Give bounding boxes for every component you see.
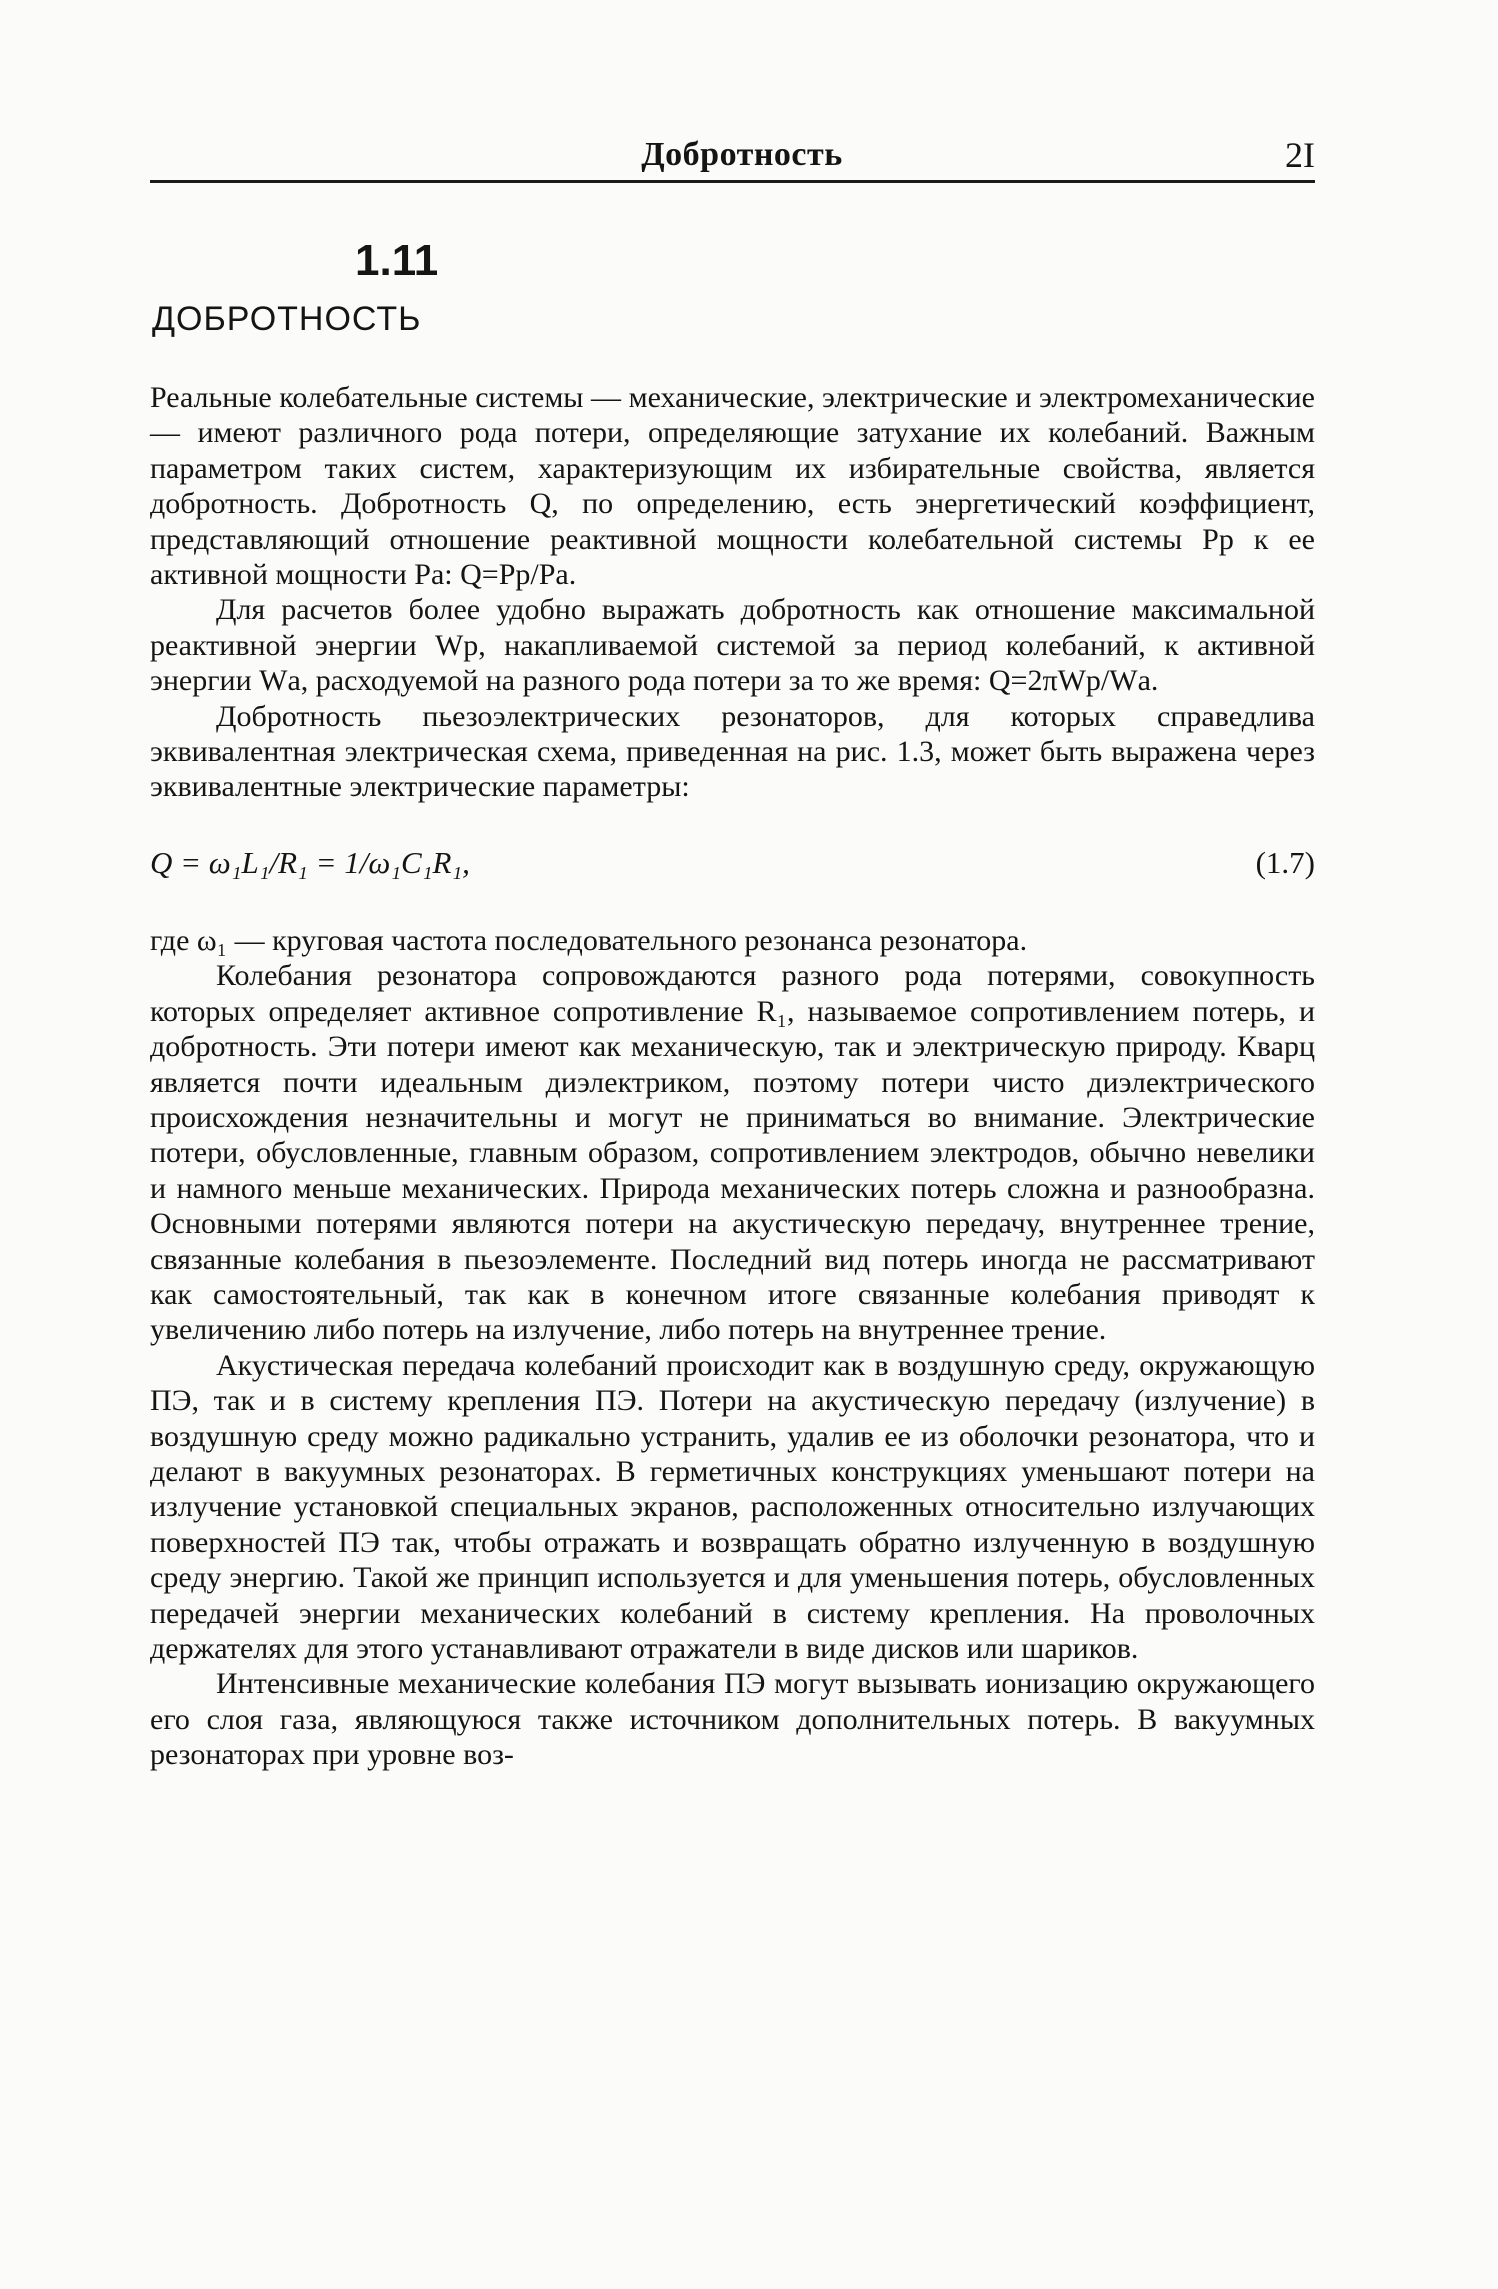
page-header	[150, 128, 1315, 183]
formula-expression: Q = ω₁L₁/R₁ = 1/ω₁C₁R₁,	[150, 844, 470, 880]
paragraph-5: Колебания резонатора сопровождаются разного рода потерями, совокупность которых определяет активное сопротивление R₁, называемое сопротивлением потерь, и добротность. Эти потери имеют как механическую, так и электрическую природу. Кварц является почти идеальным диэлектриком, поэтому потери чисто диэлектрического происхождения незначительны и могут не приниматься во внимание. Электрические потери, обусловленные, главным образом, сопротивлением электродов, обычно невелики и намного меньше механических. Природа механических потерь сложна и разнообразна. Основными потерями являются потери на акустическую передачу, внутреннее трение, связанные колебания в пьезоэлементе. Последний вид потерь иногда не рассматривают как самостоятельный, так как в конечном итоге связанные колебания приводят к увеличению либо потерь на излучение, либо потерь на внутреннее трение.	[150, 959, 1315, 1347]
formula-number: (1.7)	[1255, 844, 1315, 880]
formula-block	[150, 827, 1315, 903]
paragraph-3: Добротность пьезоэлектрических резонаторов, для которых справедлива эквивалентная электрическая схема, приведенная на рис. 1.3, может быть выражена через эквивалентные электрические параметры:	[150, 699, 1315, 804]
paragraph-7: Интенсивные механические колебания ПЭ могут вызывать ионизацию окружающего его слоя газа, являющуюся также источником дополнительных потерь. В вакуумных резонаторах при уровне воз-	[150, 1667, 1315, 1772]
paragraph-6: Акустическая передача колебаний происходит как в воздушную среду, окружающую ПЭ, так и в систему крепления ПЭ. Потери на акустическую передачу (излучение) в воздушную среду можно радикально устранить, удалив ее из оболочки резонатора, что и делают в вакуумных резонаторах. В герметичных конструкциях уменьшают потери на излучение установкой специальных экранов, расположенных относительно излучающих поверхностей ПЭ так, чтобы отражать и возвращать обратно излученную в воздушную среду энергию. Такой же принцип используется и для уменьшения потерь, обусловленных передачей энергии механических колебаний в систему крепления. На проволочных держателях для этого устанавливают отражатели в виде дисков или шариков.	[150, 1348, 1315, 1665]
section-number: 1.11	[355, 236, 439, 285]
paragraph-4: где ω₁ — круговая частота последовательного резонанса резонатора.	[150, 923, 1028, 957]
section-title: ДОБРОТНОСТЬ	[152, 300, 422, 338]
running-title: Добротность	[641, 136, 843, 173]
paragraph-2: Для расчетов более удобно выражать добротность как отношение максимальной реактивной энергии Wр, накапливаемой системой за период колебаний, к активной энергии Wа, расходуемой на разного рода потери за то же время: Q=2πWр/Wа.	[150, 593, 1315, 698]
paragraph-1: Реальные колебательные системы — механические, электрические и электромеханические — имеют различного рода потери, определяющие затухание их колебаний. Важным параметром таких систем, характеризующим их избирательные свойства, является добротность. Добротность Q, по определению, есть энергетический коэффициент, представляющий отношение реактивной мощности колебательной системы Pр к ее активной мощности Pа: Q=Pр/Pа.	[150, 381, 1315, 592]
page-number: 2I	[1285, 135, 1315, 175]
body-text	[150, 380, 1315, 1773]
